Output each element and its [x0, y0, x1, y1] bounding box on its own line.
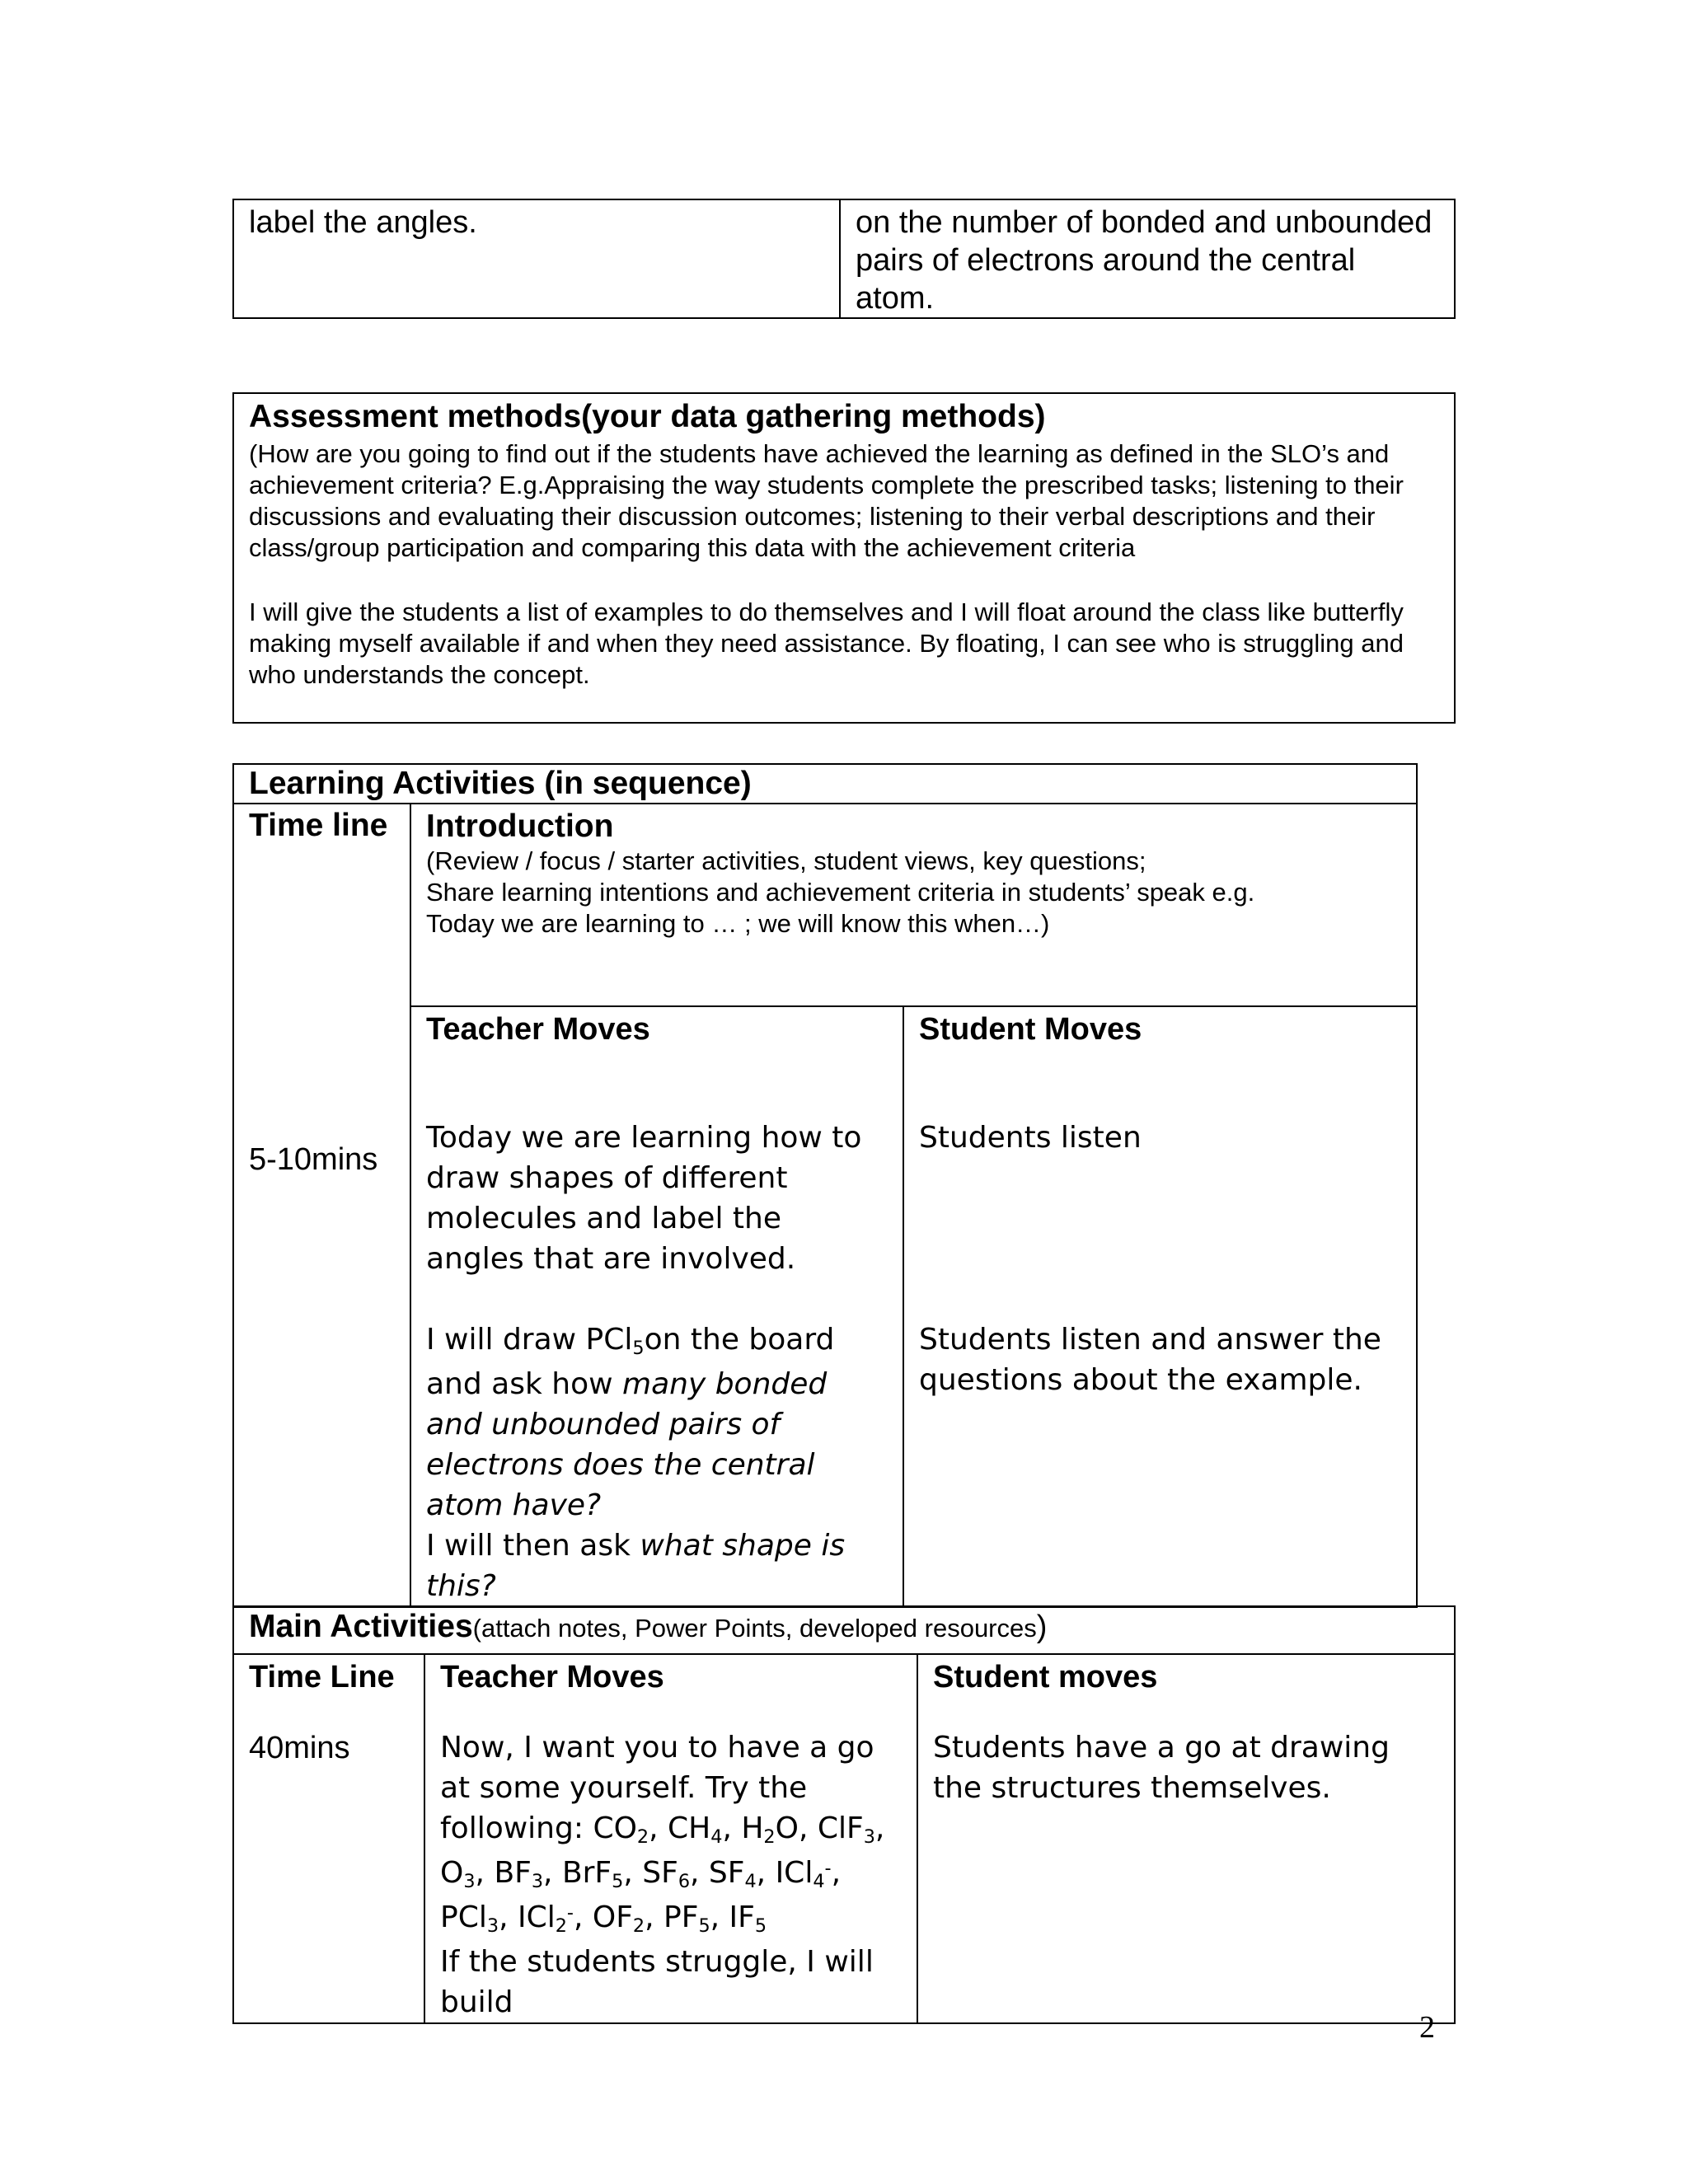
chemical-formula: $CH_4$ [668, 1811, 723, 1849]
timeline-cell [233, 804, 410, 1607]
subscript: 5 [632, 1338, 645, 1360]
teacher-moves-heading: Teacher Moves [426, 1012, 650, 1047]
continuation-left-cell [233, 199, 840, 318]
assessment-answer: I will give the students a list of examples to do themselves and I will float around the class like butterfly making myself available if and when they need assistance. By floating, I can see who is struggling and who understands the concept. [249, 598, 1404, 689]
chemical-formula: $IF_5$ [729, 1900, 767, 1938]
main-timeline-cell [233, 1654, 424, 2023]
introduction-cell [410, 804, 1417, 1006]
chemical-formula: $SF_4$ [708, 1856, 757, 1893]
continuation-table [232, 199, 1456, 319]
assessment-heading: Assessment methods(your data gathering methods) [249, 399, 1046, 434]
teacher-moves-paragraph: Today we are learning how to draw shapes of different molecules and label the angles that are involved. [426, 1121, 862, 1276]
learning-activities-table [232, 763, 1418, 1608]
formula-subscript: 5 [698, 1915, 710, 1938]
learning-activities-title: Learning Activities (in sequence) [233, 764, 1417, 804]
chemical-formula: $CO_2$ [593, 1811, 649, 1849]
main-teacher-intro: Now, I want you to have a go at some yourself. Try the following: [440, 1731, 874, 1845]
formula-subscript: 6 [678, 1871, 691, 1893]
introduction-line: (Review / focus / starter activities, student views, key questions; [426, 846, 1146, 875]
continuation-left-text: label the angles. [249, 205, 477, 240]
timeline-label: Time line [249, 808, 388, 843]
main-activities-table [232, 1605, 1456, 2024]
student-moves-paragraph: Students listen [919, 1121, 1142, 1155]
formula-superscript: - [566, 1901, 574, 1924]
main-teacher-moves-heading: Teacher Moves [440, 1660, 664, 1694]
chemical-formula: $H_2O$ [741, 1811, 799, 1849]
chemical-formula: $PF_5$ [663, 1900, 710, 1938]
formula-subscript: 2 [763, 1826, 776, 1849]
teacher-moves-cell [410, 1006, 903, 1607]
teacher-moves-paragraph [426, 1526, 888, 1606]
chemical-formula: ICl$_4$- [775, 1856, 832, 1893]
main-timeline-label: Time Line [249, 1660, 395, 1694]
main-activities-title: Main Activities [249, 1609, 473, 1644]
formula-subscript: 4 [813, 1871, 825, 1893]
formula-subscript: 3 [863, 1826, 875, 1849]
teacher-text: on the board and ask how [426, 1323, 835, 1401]
chemical-formula: $OF_2$ [592, 1900, 645, 1938]
main-activities-header [233, 1606, 1455, 1654]
main-teacher-moves-text [440, 1727, 902, 2022]
chemical-formula: $O_3$ [440, 1856, 476, 1893]
formula-list: $CO_2$, $CH_4$, $H_2O$, ClF$_3$, $O_3$, $BF_3$, BrF$_5$, $SF_6$, $SF_4$, ICl$_4$-, PCl$_3$, ICl$_2$-, $OF_2$, $PF_5$, $IF_5$ [440, 1811, 885, 1938]
main-teacher-moves-cell [424, 1654, 917, 2023]
main-student-moves-text: Students have a go at drawing the structures themselves. [933, 1731, 1390, 1805]
teacher-text: I will draw PCl [426, 1323, 633, 1357]
formula-subscript: 2 [632, 1915, 645, 1938]
main-student-moves-cell [917, 1654, 1455, 2023]
timeline-time: 5-10mins [249, 1142, 378, 1177]
chemical-formula: PCl$_3$ [440, 1900, 499, 1938]
page-number: 2 [1419, 2010, 1435, 2045]
assessment-question: (How are you going to find out if the students have achieved the learning as defined in the SLO’s and achievement criteria? E.g.Appraising the way students complete the prescribed tasks; listening to their discussions and evaluating their discussion outcomes; listening to their verbal descriptions and their class/group participation and comparing this data with the achievement criteria [249, 439, 1404, 562]
formula-subscript: 3 [486, 1915, 499, 1938]
formula-subscript: 4 [744, 1871, 757, 1893]
formula-subscript: 4 [710, 1826, 723, 1849]
formula-subscript: 5 [612, 1871, 624, 1893]
main-student-moves-heading: Student moves [933, 1660, 1158, 1694]
continuation-right-cell [840, 199, 1455, 318]
main-teacher-last: If the students struggle, I will build [440, 1945, 874, 2019]
formula-subscript: 3 [463, 1871, 476, 1893]
student-moves-paragraph: Students listen and answer the questions about the example. [919, 1323, 1381, 1397]
chemical-formula: ICl$_2$- [517, 1900, 574, 1938]
formula-subscript: 5 [754, 1915, 767, 1938]
teacher-question-italic: many bonded and unbounded pairs of electrons does the central atom have? [426, 1367, 828, 1522]
main-activities-note: (attach notes, Power Points, developed resources [472, 1614, 1037, 1643]
formula-subscript: 2 [636, 1826, 649, 1849]
introduction-line: Share learning intentions and achievement criteria in students’ speak e.g. [426, 878, 1255, 907]
assessment-box [232, 392, 1456, 724]
formula-subscript: 2 [555, 1915, 567, 1938]
chemical-formula: $BF_3$ [494, 1856, 544, 1893]
chemical-formula: $SF_6$ [642, 1856, 691, 1893]
chemical-formula: ClF$_3$ [817, 1811, 875, 1849]
formula-superscript: - [824, 1857, 832, 1879]
student-moves-heading: Student Moves [919, 1012, 1142, 1047]
teacher-text: I will then ask [426, 1529, 640, 1563]
introduction-heading: Introduction [426, 808, 614, 844]
introduction-line: Today we are learning to … ; we will know this when…) [426, 909, 1050, 938]
chemical-formula: BrF$_5$ [561, 1856, 624, 1893]
student-moves-cell [903, 1006, 1417, 1607]
main-activities-close: ) [1036, 1610, 1048, 1644]
formula-subscript: 3 [531, 1871, 544, 1893]
teacher-question-italic: what shape is this? [426, 1529, 846, 1603]
continuation-right-text: on the number of bonded and unbounded pairs of electrons around the central atom. [856, 205, 1432, 316]
teacher-moves-paragraph [426, 1319, 888, 1526]
main-timeline-time: 40mins [249, 1731, 350, 1765]
